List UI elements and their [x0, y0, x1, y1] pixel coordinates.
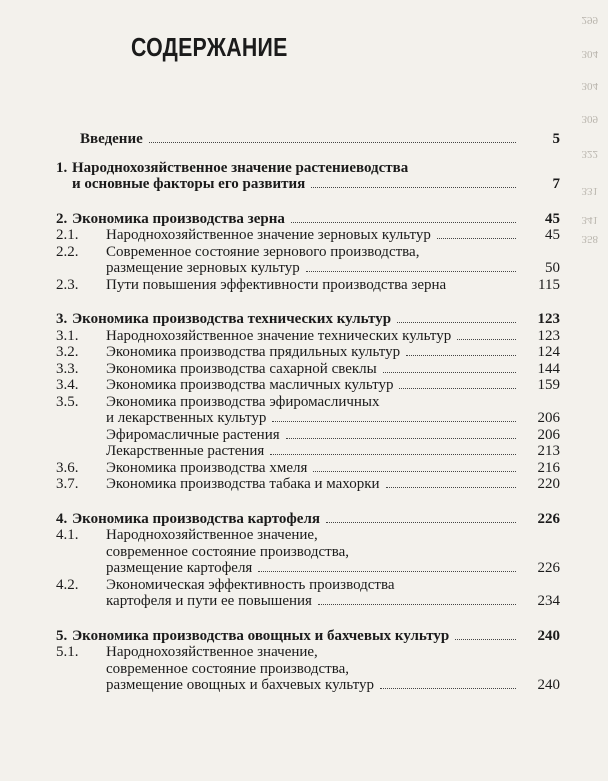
dot-leader: [149, 142, 516, 143]
dot-leader: [380, 688, 516, 689]
toc-entry-text-wrap: [72, 160, 520, 177]
toc-entry-number: 3.3.: [56, 360, 79, 377]
toc-entry-number: 2.2.: [56, 243, 79, 260]
toc-entry[interactable]: [56, 211, 560, 228]
bleed-through-number: 322: [581, 148, 598, 160]
dot-leader: [318, 604, 516, 605]
bleed-through-number: 309: [581, 113, 598, 125]
bleed-through-number: 304: [581, 48, 598, 60]
toc-entry-page: 124: [537, 344, 560, 360]
toc-entry-text-wrap: [90, 394, 520, 411]
toc-entry-title: Экономика производства овощных и бахчевых культур: [72, 627, 450, 644]
toc-entry-title: Народнохозяйственное значение технических культур: [106, 327, 452, 344]
toc-entry-title: Экономика производства картофеля: [72, 510, 320, 527]
toc-entry-text-wrap: [90, 460, 520, 477]
toc-entry-page: 144: [537, 360, 560, 377]
toc-entry-page: 226: [537, 510, 560, 527]
toc-entry-title: современное состояние производства,: [106, 543, 349, 560]
toc-entry-text-wrap: [72, 176, 520, 193]
dot-leader: [313, 471, 516, 472]
toc-entry-title: современное состояние производства,: [106, 660, 349, 677]
toc-entry-title: Экономика производства зерна: [72, 210, 285, 227]
toc-entry-text-wrap: [72, 511, 520, 528]
toc-entry[interactable]: [56, 260, 560, 277]
toc-entry[interactable]: [56, 476, 560, 493]
toc-entry-number: 3.1.: [56, 327, 79, 344]
dot-leader: [406, 355, 516, 356]
toc-entry-text-wrap: [90, 227, 520, 244]
toc-entry[interactable]: [56, 328, 560, 345]
toc-entry-page: 216: [537, 459, 560, 476]
dot-leader: [311, 187, 516, 188]
toc-entry-number: 5.: [56, 627, 68, 644]
toc-entry-page: 45: [545, 210, 560, 227]
toc-entry-text-wrap: [90, 344, 520, 361]
dot-leader: [397, 322, 516, 323]
toc-entry-page: 206: [537, 426, 560, 443]
bleed-through-number: 304: [581, 80, 598, 92]
toc-entry-title: Экономика производства табака и махорки: [106, 476, 380, 492]
toc-entry-number: 2.: [56, 210, 68, 227]
toc-entry-title: размещение овощных и бахчевых культур: [106, 677, 375, 693]
toc-entry-page: 123: [537, 327, 560, 344]
toc-entry-title: Экономика производства технических культур: [72, 311, 392, 327]
toc-entry[interactable]: [56, 460, 560, 477]
toc-entry-number: 3.4.: [56, 377, 79, 393]
toc-entry-title: Народнохозяйственное значение,: [106, 527, 318, 543]
toc-entry[interactable]: [56, 593, 560, 610]
toc-entry-page: 240: [537, 627, 560, 644]
toc-entry[interactable]: [56, 176, 560, 193]
toc-entry-title: Экономика производства хмеля: [106, 459, 308, 476]
toc-entry-page: 240: [537, 677, 560, 693]
toc-entry-text-wrap: [90, 260, 520, 277]
dot-leader: [437, 238, 516, 239]
toc-entry-title: и основные факторы его развития: [72, 176, 306, 192]
toc-entry[interactable]: [56, 427, 560, 444]
toc-entry[interactable]: [56, 361, 560, 378]
page-title: СОДЕРЖАНИЕ: [131, 32, 288, 62]
toc-entry-text-wrap: [90, 244, 520, 261]
dot-leader: [286, 438, 516, 439]
toc-entry-number: 3.5.: [56, 393, 79, 410]
toc-entry-title: Экономика производства сахарной свеклы: [106, 360, 377, 377]
toc-entry-text-wrap: [90, 377, 520, 394]
toc-entry-title: Экономическая эффективность производства: [106, 576, 395, 593]
toc-entry[interactable]: [56, 227, 560, 244]
toc-section-s3: [56, 311, 560, 493]
toc-entry[interactable]: [56, 511, 560, 528]
toc-entry-text-wrap: [72, 211, 520, 228]
toc-entry-title: и лекарственных культур: [106, 410, 267, 426]
toc-entry-number: 4.2.: [56, 576, 79, 593]
dot-leader: [291, 222, 516, 223]
dot-leader: [386, 487, 516, 488]
toc-entry-title: Экономика производства прядильных культур: [106, 344, 401, 360]
toc-entry-number: 1.: [56, 159, 68, 176]
toc-entry-title: Экономика производства эфиромасличных: [106, 393, 380, 410]
toc-entry[interactable]: [56, 628, 560, 645]
toc-entry-number: 4.: [56, 510, 68, 527]
toc-entry[interactable]: [56, 344, 560, 361]
toc-entry-text-wrap: [90, 677, 520, 694]
toc-entry[interactable]: [56, 311, 560, 328]
dot-leader: [455, 639, 516, 640]
dot-leader: [258, 571, 516, 572]
toc-entry-page: 234: [537, 593, 560, 609]
toc-entry-number: 3.6.: [56, 459, 79, 476]
toc-entry-text-wrap: [80, 131, 520, 148]
toc-entry-title: Народнохозяйственное значение растениеводства: [72, 159, 409, 176]
toc-entry-text-wrap: [90, 577, 520, 594]
toc-entry-text-wrap: [90, 476, 520, 493]
toc-entry[interactable]: [56, 131, 560, 148]
bleed-through-number: 358: [581, 233, 598, 245]
toc-entry-title: Современное состояние зернового производства,: [106, 243, 420, 260]
toc-entry-page: 5: [552, 131, 560, 147]
toc-entry[interactable]: [56, 527, 560, 544]
toc-entry-title: Экономика производства масличных культур: [106, 377, 394, 393]
toc-entry-page: 220: [537, 476, 560, 492]
toc-entry-number: 4.1.: [56, 527, 79, 543]
toc-entry[interactable]: [56, 644, 560, 661]
toc-entry-text-wrap: [90, 661, 520, 678]
toc-entry-text-wrap: [90, 560, 520, 577]
toc-entry-number: 2.3.: [56, 276, 79, 293]
toc-entry-text-wrap: [90, 427, 520, 444]
toc-entry[interactable]: [56, 577, 560, 594]
toc-entry-title: Лекарственные растения: [106, 443, 265, 459]
toc-entry[interactable]: [56, 443, 560, 460]
toc-entry-title: размещение картофеля: [106, 560, 253, 576]
toc-section-s1: [56, 160, 560, 193]
toc-entry-page: 123: [537, 311, 560, 327]
dot-leader: [306, 271, 516, 272]
toc-entry-page: 7: [552, 176, 560, 192]
toc-entry[interactable]: [56, 661, 560, 678]
toc-entry-text-wrap: [72, 628, 520, 645]
toc-entry-text-wrap: [90, 361, 520, 378]
toc-entry-text-wrap: [90, 544, 520, 561]
toc-entry-page: 159: [537, 377, 560, 393]
toc-entry-text-wrap: [90, 593, 520, 610]
toc-entry-text-wrap: [90, 644, 520, 661]
toc-entry-title: Народнохозяйственное значение,: [106, 644, 318, 660]
toc-entry-number: 3.2.: [56, 344, 79, 360]
toc-entry[interactable]: [56, 544, 560, 561]
dot-leader: [272, 421, 516, 422]
dot-leader: [457, 339, 516, 340]
toc-section-s4: [56, 511, 560, 610]
toc-entry-title: Введение: [80, 131, 143, 147]
toc-section-intro: [56, 131, 560, 148]
toc-entry-page: 206: [537, 410, 560, 426]
toc-entry-page: 50: [545, 260, 560, 276]
toc-entry[interactable]: [56, 160, 560, 177]
toc-entry-text-wrap: [90, 410, 520, 427]
toc-entry-page: 45: [545, 227, 560, 243]
toc-entry-text-wrap: [90, 328, 520, 345]
toc-entry[interactable]: [56, 277, 560, 294]
toc-entry-text-wrap: [90, 443, 520, 460]
toc-entry-text-wrap: [90, 527, 520, 544]
toc-entry[interactable]: [56, 677, 560, 694]
toc-entry-number: 5.1.: [56, 644, 79, 660]
dot-leader: [399, 388, 516, 389]
toc-section-s5: [56, 628, 560, 694]
table-of-contents: [56, 131, 560, 712]
toc-entry-title: Эфиромасличные растения: [106, 426, 280, 443]
toc-entry-text-wrap: [72, 311, 520, 328]
toc-entry[interactable]: [56, 560, 560, 577]
dot-leader: [326, 522, 516, 523]
toc-entry-title: Пути повышения эффективности производства зерна: [106, 276, 447, 293]
toc-entry-page: 115: [538, 276, 560, 293]
toc-entry[interactable]: [56, 410, 560, 427]
toc-entry-title: размещение зерновых культур: [106, 260, 300, 276]
toc-entry-page: 226: [537, 560, 560, 576]
toc-entry-number: 3.: [56, 311, 68, 327]
toc-entry-number: 3.7.: [56, 476, 79, 492]
toc-entry-number: 2.1.: [56, 227, 79, 243]
toc-section-s2: [56, 211, 560, 294]
toc-entry-text-wrap: [90, 277, 520, 294]
toc-entry[interactable]: [56, 244, 560, 261]
bleed-through-number: 299: [581, 14, 598, 26]
dot-leader: [270, 454, 516, 455]
toc-entry-title: Народнохозяйственное значение зерновых культур: [106, 227, 431, 243]
toc-entry-page: 213: [537, 443, 560, 459]
toc-entry-title: картофеля и пути ее повышения: [106, 593, 312, 609]
bleed-through-number: 331: [581, 185, 598, 197]
toc-entry[interactable]: [56, 377, 560, 394]
toc-entry[interactable]: [56, 394, 560, 411]
bleed-through-number: 341: [581, 214, 598, 226]
dot-leader: [383, 372, 516, 373]
